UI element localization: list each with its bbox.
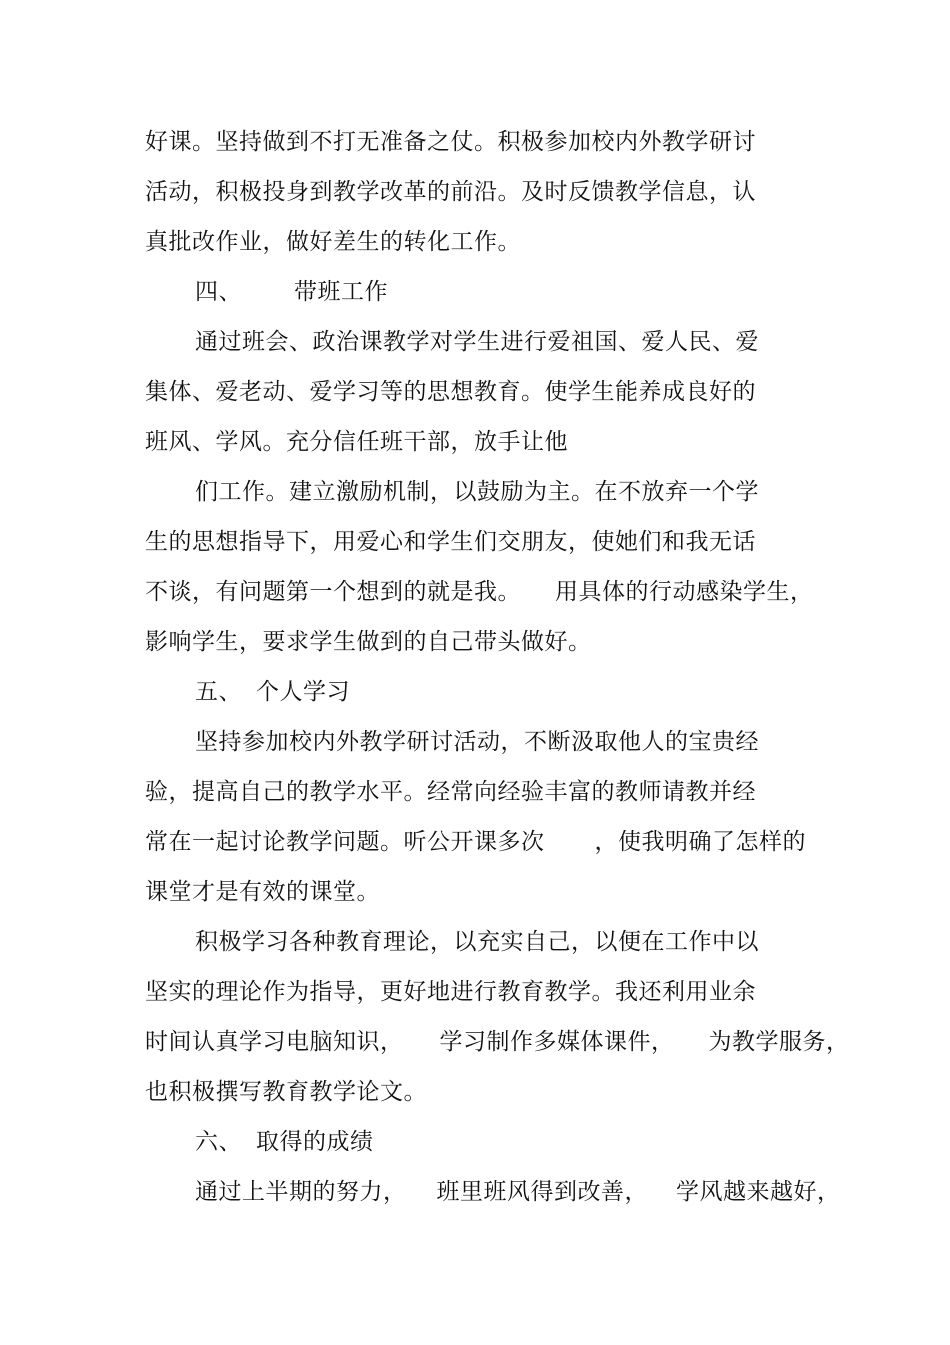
text-segment: 时间认真学习电脑知识， [145, 1029, 404, 1055]
text-segment: 常在一起讨论教学问题。听公开课多次 [145, 829, 545, 855]
section-heading-6 [195, 1127, 374, 1157]
paragraph-line: 生的思想指导下，用爱心和学生们交朋友，使她们和我无话 [145, 529, 756, 555]
paragraph-line [195, 1177, 841, 1207]
paragraph-line: 真批改作业，做好差生的转化工作。 [145, 229, 521, 255]
paragraph-line: 集体、爱老动、爱学习等的思想教育。使学生能养成良好的 [145, 379, 756, 405]
paragraph-line [145, 1027, 850, 1057]
text-segment: 学习制作多媒体课件， [439, 1029, 675, 1055]
section-title: 取得的成绩 [256, 1129, 374, 1155]
paragraph-line: 坚持参加校内外教学研讨活动，不断汲取他人的宝贵经 [195, 729, 759, 755]
paragraph-line: 活动，积极投身到教学改革的前沿。及时反馈教学信息，认 [145, 179, 756, 205]
text-segment: ，使我明确了怎样的 [594, 829, 806, 855]
section-title: 个人学习 [256, 679, 350, 705]
section-number: 五、 [195, 679, 242, 705]
text-segment: 为教学服务， [708, 1029, 850, 1055]
section-number: 四、 [195, 279, 242, 305]
paragraph-line: 好课。坚持做到不打无准备之仗。积极参加校内外教学研讨 [145, 129, 756, 155]
paragraph-line: 们工作。建立激励机制，以鼓励为主。在不放弃一个学 [195, 479, 759, 505]
text-segment: 不谈，有问题第一个想到的就是我。 [145, 579, 521, 605]
section-heading-5 [195, 677, 350, 707]
section-title: 带班工作 [294, 279, 388, 305]
section-heading-4 [195, 277, 388, 307]
paragraph-line: 课堂才是有效的课堂。 [145, 879, 380, 905]
section-number: 六、 [195, 1129, 242, 1155]
text-segment: 通过上半期的努力， [195, 1179, 407, 1205]
paragraph-line: 坚实的理论作为指导，更好地进行教育教学。我还利用业余 [145, 979, 756, 1005]
paragraph-line: 通过班会、政治课教学对学生进行爱祖国、爱人民、爱 [195, 329, 759, 355]
text-segment: 班里班风得到改善， [436, 1179, 648, 1205]
paragraph-line: 积极学习各种教育理论，以充实自己，以便在工作中以 [195, 929, 759, 955]
text-segment: 学风越来越好， [676, 1179, 841, 1205]
text-segment: 用具体的行动感染学生， [555, 579, 814, 605]
paragraph-line [145, 577, 814, 607]
paragraph-line: 验，提高自己的教学水平。经常向经验丰富的教师请教并经 [145, 779, 756, 805]
paragraph-line [145, 827, 806, 857]
paragraph-line: 班风、学风。充分信任班干部，放手让他 [145, 429, 568, 455]
paragraph-line: 也积极撰写教育教学论文。 [145, 1079, 427, 1105]
paragraph-line: 影响学生，要求学生做到的自己带头做好。 [145, 629, 592, 655]
